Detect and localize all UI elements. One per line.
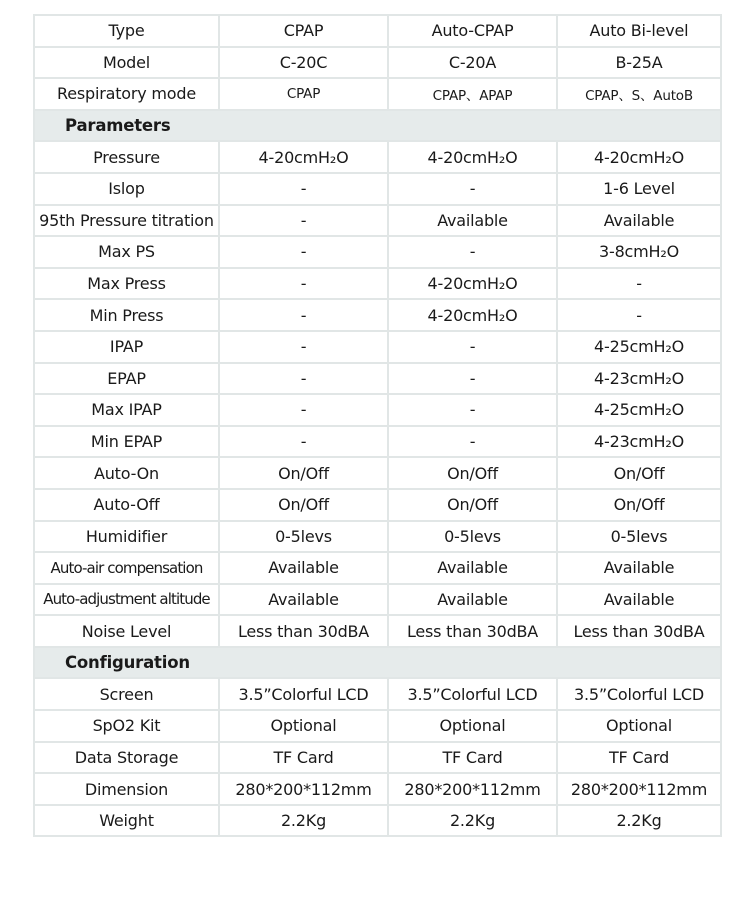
- row-label: Respiratory mode: [34, 78, 219, 110]
- table-row: [34, 584, 721, 616]
- cell-value: 0-5levs: [219, 521, 388, 553]
- row-label: Auto-Off: [34, 489, 219, 521]
- cell-value: -: [219, 426, 388, 458]
- row-label: Max PS: [34, 236, 219, 268]
- row-label: Screen: [34, 678, 219, 710]
- cell-value: Auto-CPAP: [388, 15, 557, 47]
- cell-value: -: [557, 268, 721, 300]
- cell-value: Optional: [219, 710, 388, 742]
- row-label: Model: [34, 47, 219, 79]
- cell-value: -: [219, 236, 388, 268]
- table-row: [34, 457, 721, 489]
- table-row: [34, 489, 721, 521]
- table-row: [34, 426, 721, 458]
- table-row: [34, 299, 721, 331]
- cell-value: 0-5levs: [557, 521, 721, 553]
- cell-value: 4-23cmH₂O: [557, 363, 721, 395]
- cell-value: 3.5”Colorful LCD: [388, 678, 557, 710]
- cell-value: C-20C: [219, 47, 388, 79]
- cell-value: On/Off: [219, 489, 388, 521]
- cell-value: -: [219, 331, 388, 363]
- cell-value: 3.5”Colorful LCD: [557, 678, 721, 710]
- cell-value: 2.2Kg: [388, 805, 557, 837]
- cell-value: Available: [388, 205, 557, 237]
- section-title: Configuration: [34, 647, 721, 679]
- cell-value: B-25A: [557, 47, 721, 79]
- cell-value: TF Card: [388, 742, 557, 774]
- table-row: [34, 268, 721, 300]
- row-label: Min Press: [34, 299, 219, 331]
- table-row: [34, 78, 721, 110]
- table-row: [34, 205, 721, 237]
- spec-comparison-table: [33, 14, 722, 837]
- table-row: [34, 710, 721, 742]
- cell-value: 280*200*112mm: [557, 773, 721, 805]
- cell-value: -: [219, 268, 388, 300]
- cell-value: -: [219, 173, 388, 205]
- row-label: Humidifier: [34, 521, 219, 553]
- table-row: [34, 331, 721, 363]
- cell-value: -: [388, 173, 557, 205]
- cell-value: 2.2Kg: [219, 805, 388, 837]
- row-label: Auto-On: [34, 457, 219, 489]
- cell-value: Less than 30dBA: [557, 615, 721, 647]
- cell-value: 4-20cmH₂O: [219, 141, 388, 173]
- cell-value: -: [219, 205, 388, 237]
- cell-value: Optional: [557, 710, 721, 742]
- table-row: [34, 552, 721, 584]
- cell-value: 2.2Kg: [557, 805, 721, 837]
- cell-value: Available: [219, 584, 388, 616]
- cell-value: -: [388, 331, 557, 363]
- cell-value: Available: [388, 552, 557, 584]
- table-row: [34, 805, 721, 837]
- table-row: [34, 521, 721, 553]
- cell-value: 280*200*112mm: [388, 773, 557, 805]
- cell-value: 0-5levs: [388, 521, 557, 553]
- row-label: EPAP: [34, 363, 219, 395]
- table-row: [34, 141, 721, 173]
- row-label: Data Storage: [34, 742, 219, 774]
- cell-value: CPAP: [219, 15, 388, 47]
- cell-value: On/Off: [219, 457, 388, 489]
- cell-value: 4-23cmH₂O: [557, 426, 721, 458]
- row-label: Dimension: [34, 773, 219, 805]
- cell-value: TF Card: [219, 742, 388, 774]
- cell-value: C-20A: [388, 47, 557, 79]
- row-label: Noise Level: [34, 615, 219, 647]
- cell-value: Available: [388, 584, 557, 616]
- cell-value: On/Off: [388, 457, 557, 489]
- row-label: Auto-air compensation: [34, 552, 219, 584]
- cell-value: 280*200*112mm: [219, 773, 388, 805]
- row-label: Islop: [34, 173, 219, 205]
- cell-value: CPAP、S、AutoB: [557, 78, 721, 110]
- row-label: SpO2 Kit: [34, 710, 219, 742]
- cell-value: 4-25cmH₂O: [557, 394, 721, 426]
- section-header-row: [34, 110, 721, 142]
- table-row: [34, 15, 721, 47]
- table-row: [34, 363, 721, 395]
- table-body: [34, 15, 721, 836]
- section-header-row: [34, 647, 721, 679]
- cell-value: Optional: [388, 710, 557, 742]
- cell-value: -: [219, 299, 388, 331]
- cell-value: 3-8cmH₂O: [557, 236, 721, 268]
- row-label: Max IPAP: [34, 394, 219, 426]
- cell-value: 4-20cmH₂O: [388, 299, 557, 331]
- row-label: Pressure: [34, 141, 219, 173]
- cell-value: 4-20cmH₂O: [388, 141, 557, 173]
- table-row: [34, 678, 721, 710]
- section-title: Parameters: [34, 110, 721, 142]
- row-label: Weight: [34, 805, 219, 837]
- cell-value: Less than 30dBA: [388, 615, 557, 647]
- cell-value: TF Card: [557, 742, 721, 774]
- cell-value: 3.5”Colorful LCD: [219, 678, 388, 710]
- row-label: Auto-adjustment altitude: [34, 584, 219, 616]
- cell-value: -: [219, 363, 388, 395]
- cell-value: Available: [557, 552, 721, 584]
- cell-value: -: [388, 394, 557, 426]
- table-row: [34, 394, 721, 426]
- cell-value: 4-25cmH₂O: [557, 331, 721, 363]
- row-label: Max Press: [34, 268, 219, 300]
- table-row: [34, 47, 721, 79]
- cell-value: Available: [557, 584, 721, 616]
- cell-value: CPAP: [219, 78, 388, 110]
- cell-value: -: [388, 363, 557, 395]
- table-row: [34, 173, 721, 205]
- cell-value: CPAP、APAP: [388, 78, 557, 110]
- cell-value: -: [388, 426, 557, 458]
- cell-value: 4-20cmH₂O: [388, 268, 557, 300]
- cell-value: 1-6 Level: [557, 173, 721, 205]
- table-row: [34, 742, 721, 774]
- cell-value: Available: [557, 205, 721, 237]
- cell-value: On/Off: [557, 457, 721, 489]
- cell-value: -: [557, 299, 721, 331]
- cell-value: Less than 30dBA: [219, 615, 388, 647]
- row-label: Min EPAP: [34, 426, 219, 458]
- table-row: [34, 773, 721, 805]
- cell-value: 4-20cmH₂O: [557, 141, 721, 173]
- cell-value: Available: [219, 552, 388, 584]
- row-label: 95th Pressure titration: [34, 205, 219, 237]
- table-row: [34, 236, 721, 268]
- row-label: IPAP: [34, 331, 219, 363]
- cell-value: Auto Bi-level: [557, 15, 721, 47]
- table-row: [34, 615, 721, 647]
- cell-value: -: [219, 394, 388, 426]
- row-label: Type: [34, 15, 219, 47]
- cell-value: On/Off: [557, 489, 721, 521]
- cell-value: -: [388, 236, 557, 268]
- cell-value: On/Off: [388, 489, 557, 521]
